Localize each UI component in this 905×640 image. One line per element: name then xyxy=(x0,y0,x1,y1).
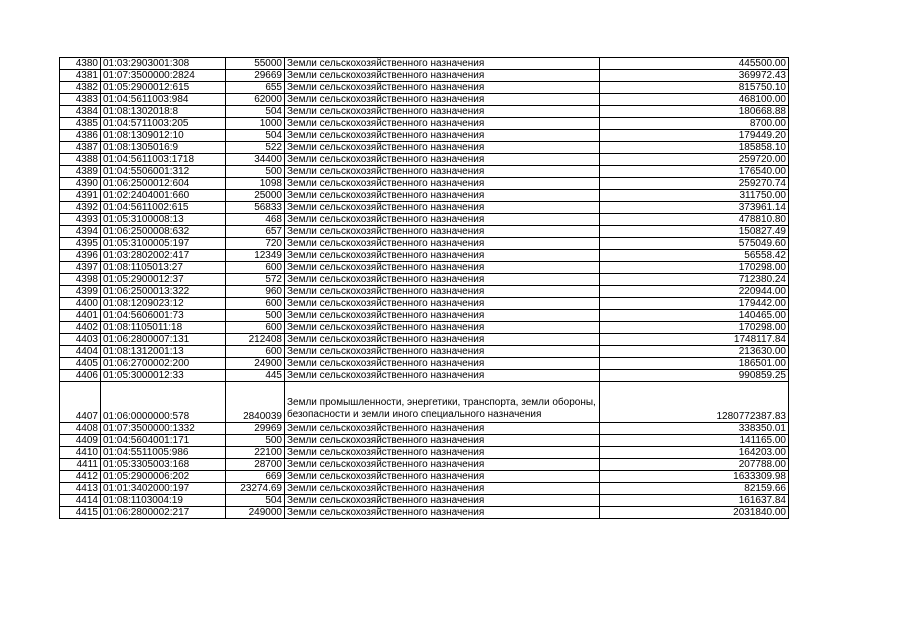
cadastral-value-cell: 2031840.00 xyxy=(600,507,789,519)
area-cell: 62000 xyxy=(226,94,285,106)
land-category-cell: Земли сельскохозяйственного назначения xyxy=(285,495,600,507)
land-category-cell: Земли сельскохозяйственного назначения xyxy=(285,154,600,166)
area-cell: 2840039 xyxy=(226,382,285,423)
row-number-cell: 4415 xyxy=(60,507,101,519)
cadastral-number-cell: 01:06:2800002:217 xyxy=(101,507,226,519)
cadastral-value-cell: 140465.00 xyxy=(600,310,789,322)
row-number-cell: 4405 xyxy=(60,358,101,370)
land-category-cell: Земли сельскохозяйственного назначения xyxy=(285,106,600,118)
cadastral-number-cell: 01:01:3402000:197 xyxy=(101,483,226,495)
table-row xyxy=(60,310,789,322)
cadastral-value-cell: 338350.01 xyxy=(600,423,789,435)
row-number-cell: 4389 xyxy=(60,166,101,178)
cadastral-value-cell: 468100.00 xyxy=(600,94,789,106)
cadastral-value-cell: 141165.00 xyxy=(600,435,789,447)
area-cell: 212408 xyxy=(226,334,285,346)
cadastral-number-cell: 01:04:5604001:171 xyxy=(101,435,226,447)
area-cell: 445 xyxy=(226,370,285,382)
cadastral-value-cell: 1280772387.83 xyxy=(600,382,789,423)
table-row xyxy=(60,346,789,358)
land-category-cell: Земли сельскохозяйственного назначения xyxy=(285,274,600,286)
land-category-cell: Земли сельскохозяйственного назначения xyxy=(285,178,600,190)
cadastral-number-cell: 01:08:1103004:19 xyxy=(101,495,226,507)
area-cell: 1098 xyxy=(226,178,285,190)
area-cell: 12349 xyxy=(226,250,285,262)
table-row xyxy=(60,154,789,166)
cadastral-number-cell: 01:05:3305003:168 xyxy=(101,459,226,471)
row-number-cell: 4410 xyxy=(60,447,101,459)
cadastral-value-cell: 185858.10 xyxy=(600,142,789,154)
row-number-cell: 4408 xyxy=(60,423,101,435)
row-number-cell: 4390 xyxy=(60,178,101,190)
land-category-cell: Земли сельскохозяйственного назначения xyxy=(285,250,600,262)
table-row xyxy=(60,286,789,298)
table-row xyxy=(60,459,789,471)
row-number-cell: 4396 xyxy=(60,250,101,262)
cadastral-value-cell: 259270.74 xyxy=(600,178,789,190)
table-row xyxy=(60,298,789,310)
area-cell: 504 xyxy=(226,495,285,507)
land-category-cell: Земли сельскохозяйственного назначения xyxy=(285,334,600,346)
land-category-cell: Земли сельскохозяйственного назначения xyxy=(285,238,600,250)
cadastral-number-cell: 01:04:5611003:984 xyxy=(101,94,226,106)
row-number-cell: 4400 xyxy=(60,298,101,310)
area-cell: 500 xyxy=(226,435,285,447)
cadastral-number-cell: 01:05:2900012:615 xyxy=(101,82,226,94)
land-registry-body xyxy=(60,58,789,519)
table-row xyxy=(60,334,789,346)
row-number-cell: 4398 xyxy=(60,274,101,286)
area-cell: 504 xyxy=(226,130,285,142)
cadastral-value-cell: 990859.25 xyxy=(600,370,789,382)
land-category-cell: Земли сельскохозяйственного назначения xyxy=(285,214,600,226)
area-cell: 249000 xyxy=(226,507,285,519)
cadastral-number-cell: 01:03:2903001:308 xyxy=(101,58,226,70)
cadastral-value-cell: 1748117.84 xyxy=(600,334,789,346)
cadastral-value-cell: 445500.00 xyxy=(600,58,789,70)
land-category-cell: Земли сельскохозяйственного назначения xyxy=(285,507,600,519)
cadastral-number-cell: 01:07:3500000:2824 xyxy=(101,70,226,82)
area-cell: 55000 xyxy=(226,58,285,70)
land-category-cell: Земли сельскохозяйственного назначения xyxy=(285,471,600,483)
cadastral-value-cell: 170298.00 xyxy=(600,322,789,334)
table-row xyxy=(60,226,789,238)
row-number-cell: 4401 xyxy=(60,310,101,322)
cadastral-number-cell: 01:08:1305016:9 xyxy=(101,142,226,154)
land-category-cell: Земли сельскохозяйственного назначения xyxy=(285,447,600,459)
table-row xyxy=(60,274,789,286)
table-row xyxy=(60,58,789,70)
area-cell: 29969 xyxy=(226,423,285,435)
cadastral-number-cell: 01:08:1105011:18 xyxy=(101,322,226,334)
row-number-cell: 4412 xyxy=(60,471,101,483)
cadastral-value-cell: 186501.00 xyxy=(600,358,789,370)
land-category-cell: Земли сельскохозяйственного назначения xyxy=(285,190,600,202)
table-row xyxy=(60,507,789,519)
row-number-cell: 4395 xyxy=(60,238,101,250)
table-row xyxy=(60,118,789,130)
area-cell: 960 xyxy=(226,286,285,298)
table-row xyxy=(60,483,789,495)
land-category-cell: Земли сельскохозяйственного назначения xyxy=(285,310,600,322)
cadastral-value-cell: 56558.42 xyxy=(600,250,789,262)
table-row xyxy=(60,358,789,370)
land-category-cell: Земли сельскохозяйственного назначения xyxy=(285,346,600,358)
row-number-cell: 4382 xyxy=(60,82,101,94)
area-cell: 23274.69 xyxy=(226,483,285,495)
cadastral-number-cell: 01:05:2900006:202 xyxy=(101,471,226,483)
cadastral-value-cell: 575049.60 xyxy=(600,238,789,250)
area-cell: 22100 xyxy=(226,447,285,459)
row-number-cell: 4409 xyxy=(60,435,101,447)
cadastral-value-cell: 259720.00 xyxy=(600,154,789,166)
row-number-cell: 4414 xyxy=(60,495,101,507)
land-registry-table xyxy=(59,57,789,519)
row-number-cell: 4388 xyxy=(60,154,101,166)
area-cell: 500 xyxy=(226,310,285,322)
table-row xyxy=(60,238,789,250)
cadastral-value-cell: 161637.84 xyxy=(600,495,789,507)
cadastral-number-cell: 01:06:0000000:578 xyxy=(101,382,226,423)
cadastral-value-cell: 179449.20 xyxy=(600,130,789,142)
land-category-cell: Земли сельскохозяйственного назначения xyxy=(285,130,600,142)
area-cell: 468 xyxy=(226,214,285,226)
row-number-cell: 4386 xyxy=(60,130,101,142)
cadastral-number-cell: 01:06:2500008:632 xyxy=(101,226,226,238)
row-number-cell: 4387 xyxy=(60,142,101,154)
table-row xyxy=(60,142,789,154)
cadastral-number-cell: 01:04:5711003:205 xyxy=(101,118,226,130)
cadastral-number-cell: 01:04:5606001:73 xyxy=(101,310,226,322)
row-number-cell: 4384 xyxy=(60,106,101,118)
cadastral-value-cell: 207788.00 xyxy=(600,459,789,471)
row-number-cell: 4406 xyxy=(60,370,101,382)
row-number-cell: 4394 xyxy=(60,226,101,238)
land-category-cell: Земли промышленности, энергетики, транспорта, земли обороны, безопасности и земли иного специального назначения xyxy=(285,382,600,423)
cadastral-value-cell: 311750.00 xyxy=(600,190,789,202)
table-row xyxy=(60,166,789,178)
table-row xyxy=(60,190,789,202)
area-cell: 500 xyxy=(226,166,285,178)
land-category-cell: Земли сельскохозяйственного назначения xyxy=(285,423,600,435)
land-category-cell: Земли сельскохозяйственного назначения xyxy=(285,459,600,471)
cadastral-value-cell: 815750.10 xyxy=(600,82,789,94)
row-number-cell: 4399 xyxy=(60,286,101,298)
land-category-cell: Земли сельскохозяйственного назначения xyxy=(285,118,600,130)
cadastral-value-cell: 478810.80 xyxy=(600,214,789,226)
area-cell: 29669 xyxy=(226,70,285,82)
area-cell: 28700 xyxy=(226,459,285,471)
cadastral-value-cell: 164203.00 xyxy=(600,447,789,459)
cadastral-number-cell: 01:08:1312001:13 xyxy=(101,346,226,358)
cadastral-number-cell: 01:05:3100005:197 xyxy=(101,238,226,250)
row-number-cell: 4391 xyxy=(60,190,101,202)
table-row xyxy=(60,447,789,459)
cadastral-number-cell: 01:08:1302018:8 xyxy=(101,106,226,118)
cadastral-value-cell: 8700.00 xyxy=(600,118,789,130)
cadastral-value-cell: 213630.00 xyxy=(600,346,789,358)
cadastral-number-cell: 01:08:1209023:12 xyxy=(101,298,226,310)
land-category-cell: Земли сельскохозяйственного назначения xyxy=(285,286,600,298)
cadastral-number-cell: 01:07:3500000:1332 xyxy=(101,423,226,435)
table-row xyxy=(60,178,789,190)
row-number-cell: 4402 xyxy=(60,322,101,334)
cadastral-number-cell: 01:06:2500012:604 xyxy=(101,178,226,190)
cadastral-number-cell: 01:04:5611002:615 xyxy=(101,202,226,214)
land-category-cell: Земли сельскохозяйственного назначения xyxy=(285,226,600,238)
table-row xyxy=(60,322,789,334)
row-number-cell: 4397 xyxy=(60,262,101,274)
row-number-cell: 4404 xyxy=(60,346,101,358)
area-cell: 34400 xyxy=(226,154,285,166)
row-number-cell: 4381 xyxy=(60,70,101,82)
area-cell: 572 xyxy=(226,274,285,286)
cadastral-value-cell: 82159.66 xyxy=(600,483,789,495)
row-number-cell: 4392 xyxy=(60,202,101,214)
table-row xyxy=(60,262,789,274)
land-category-cell: Земли сельскохозяйственного назначения xyxy=(285,202,600,214)
land-category-cell: Земли сельскохозяйственного назначения xyxy=(285,298,600,310)
cadastral-value-cell: 170298.00 xyxy=(600,262,789,274)
area-cell: 657 xyxy=(226,226,285,238)
table-row xyxy=(60,423,789,435)
cadastral-number-cell: 01:08:1105013:27 xyxy=(101,262,226,274)
land-category-cell: Земли сельскохозяйственного назначения xyxy=(285,70,600,82)
table-row xyxy=(60,214,789,226)
area-cell: 720 xyxy=(226,238,285,250)
cadastral-value-cell: 150827.49 xyxy=(600,226,789,238)
cadastral-number-cell: 01:06:2800007:131 xyxy=(101,334,226,346)
row-number-cell: 4403 xyxy=(60,334,101,346)
land-category-cell: Земли сельскохозяйственного назначения xyxy=(285,483,600,495)
cadastral-number-cell: 01:08:1309012:10 xyxy=(101,130,226,142)
table-row xyxy=(60,130,789,142)
cadastral-value-cell: 373961.14 xyxy=(600,202,789,214)
land-category-cell: Земли сельскохозяйственного назначения xyxy=(285,58,600,70)
land-category-cell: Земли сельскохозяйственного назначения xyxy=(285,166,600,178)
table-row xyxy=(60,202,789,214)
land-category-cell: Земли сельскохозяйственного назначения xyxy=(285,94,600,106)
cadastral-value-cell: 180668.88 xyxy=(600,106,789,118)
table-row xyxy=(60,435,789,447)
area-cell: 600 xyxy=(226,322,285,334)
area-cell: 669 xyxy=(226,471,285,483)
area-cell: 24900 xyxy=(226,358,285,370)
land-category-cell: Земли сельскохозяйственного назначения xyxy=(285,322,600,334)
land-category-cell: Земли сельскохозяйственного назначения xyxy=(285,262,600,274)
land-category-cell: Земли сельскохозяйственного назначения xyxy=(285,358,600,370)
cadastral-value-cell: 220944.00 xyxy=(600,286,789,298)
area-cell: 600 xyxy=(226,262,285,274)
cadastral-number-cell: 01:04:5611003:1718 xyxy=(101,154,226,166)
table-row xyxy=(60,70,789,82)
cadastral-number-cell: 01:06:2700002:200 xyxy=(101,358,226,370)
cadastral-value-cell: 1633309.98 xyxy=(600,471,789,483)
cadastral-number-cell: 01:05:2900012:37 xyxy=(101,274,226,286)
area-cell: 600 xyxy=(226,298,285,310)
cadastral-value-cell: 179442.00 xyxy=(600,298,789,310)
area-cell: 655 xyxy=(226,82,285,94)
land-category-cell: Земли сельскохозяйственного назначения xyxy=(285,370,600,382)
cadastral-number-cell: 01:06:2500013:322 xyxy=(101,286,226,298)
cadastral-number-cell: 01:02:2404001:660 xyxy=(101,190,226,202)
table-row xyxy=(60,471,789,483)
row-number-cell: 4407 xyxy=(60,382,101,423)
area-cell: 600 xyxy=(226,346,285,358)
table-row xyxy=(60,94,789,106)
cadastral-number-cell: 01:04:5506001:312 xyxy=(101,166,226,178)
row-number-cell: 4393 xyxy=(60,214,101,226)
row-number-cell: 4385 xyxy=(60,118,101,130)
row-number-cell: 4413 xyxy=(60,483,101,495)
row-number-cell: 4383 xyxy=(60,94,101,106)
area-cell: 56833 xyxy=(226,202,285,214)
cadastral-value-cell: 369972.43 xyxy=(600,70,789,82)
table-row xyxy=(60,382,789,423)
area-cell: 25000 xyxy=(226,190,285,202)
row-number-cell: 4380 xyxy=(60,58,101,70)
area-cell: 522 xyxy=(226,142,285,154)
table-row xyxy=(60,106,789,118)
row-number-cell: 4411 xyxy=(60,459,101,471)
cadastral-number-cell: 01:03:2802002:417 xyxy=(101,250,226,262)
land-category-cell: Земли сельскохозяйственного назначения xyxy=(285,82,600,94)
table-row xyxy=(60,82,789,94)
cadastral-number-cell: 01:04:5511005:986 xyxy=(101,447,226,459)
cadastral-value-cell: 712380.24 xyxy=(600,274,789,286)
cadastral-number-cell: 01:05:3100008:13 xyxy=(101,214,226,226)
land-category-cell: Земли сельскохозяйственного назначения xyxy=(285,142,600,154)
land-category-cell: Земли сельскохозяйственного назначения xyxy=(285,435,600,447)
table-row xyxy=(60,495,789,507)
cadastral-value-cell: 176540.00 xyxy=(600,166,789,178)
cadastral-number-cell: 01:05:3000012:33 xyxy=(101,370,226,382)
area-cell: 1000 xyxy=(226,118,285,130)
area-cell: 504 xyxy=(226,106,285,118)
table-row xyxy=(60,250,789,262)
table-row xyxy=(60,370,789,382)
